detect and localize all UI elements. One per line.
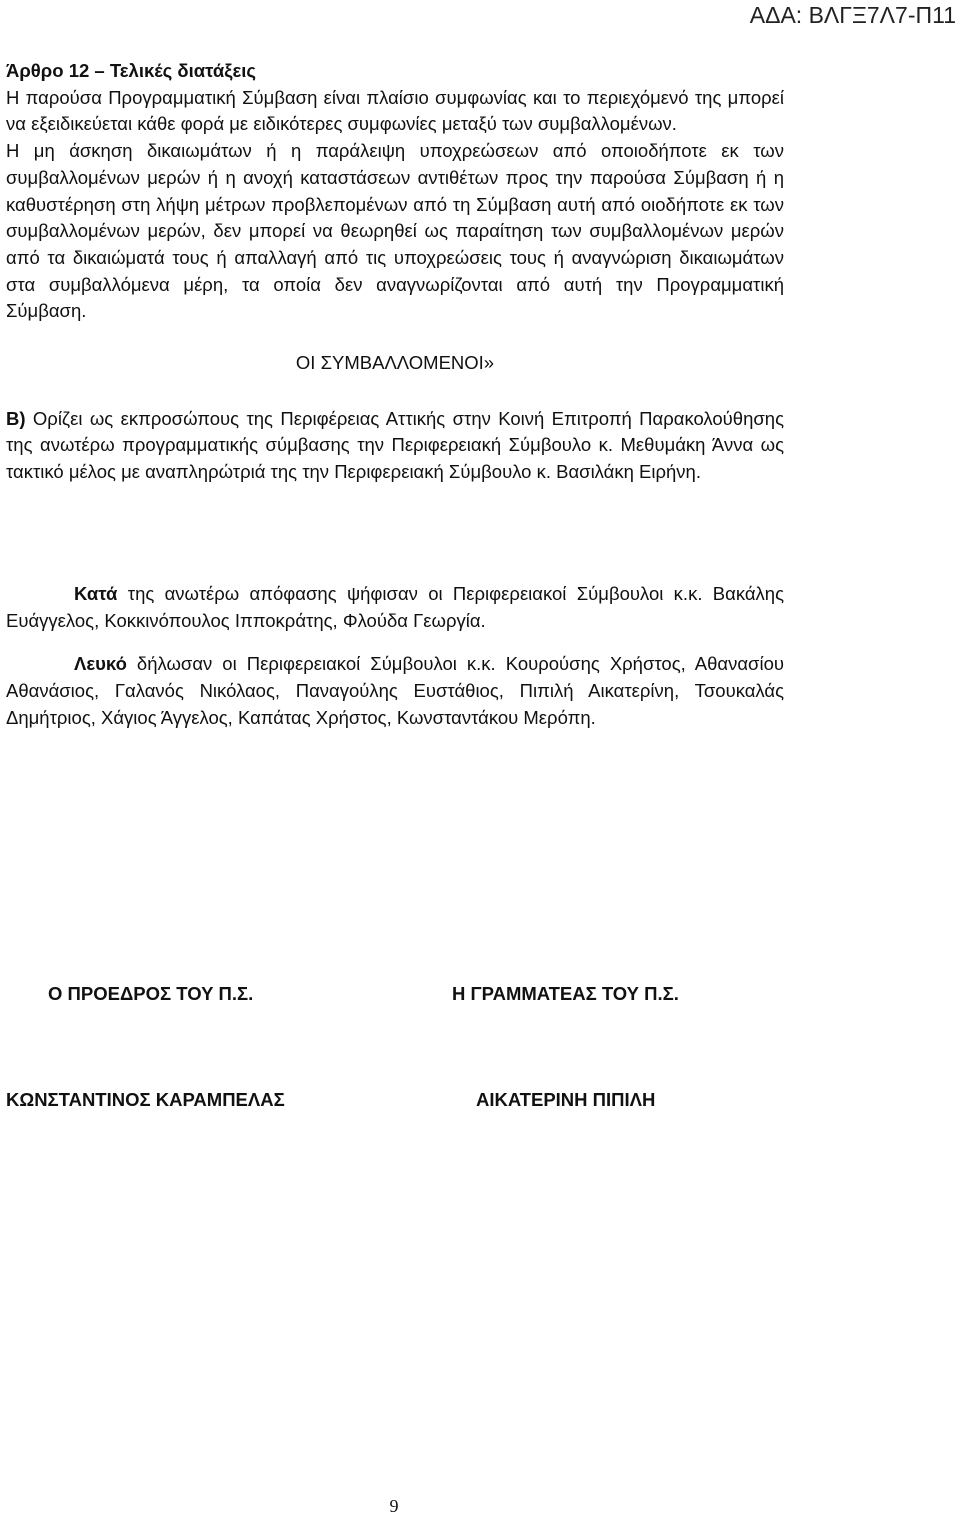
page-number: 9 [389, 1496, 399, 1516]
votes-blank-label: Λευκό [74, 653, 127, 675]
article-paragraph-2: Η μη άσκηση δικαιωμάτων ή η παράλειψη υποχρεώσεων από οποιοδήποτε εκ των συμβαλλομένων μερών ή η ανοχή καταστάσεων αντιθέτων προς την παρούσα Σύμβαση ή η καθυστέρηση στη λήψη μέτρων προβλεπομένων από τη Σύμβαση αυτή από οιοδήποτε εκ των συμβαλλομένων μερών, δεν μπορεί να θεωρηθεί ως παραίτηση των συμβαλλομένων μερών από τα δικαιώματά τους ή απαλλαγή από τις υποχρεώσεις τους ή αναγνώριση δικαιωμάτων στα συμβαλλόμενα μέρη, τα οποία δεν αναγνωρίζονται από αυτή την Προγραμματική Σύμβαση. [6, 140, 784, 322]
president-name: ΚΩΝΣΤΑΝΤΙΝΟΣ ΚΑΡΑΜΠΕΛΑΣ [6, 1089, 285, 1110]
votes-blank-text: δήλωσαν οι Περιφερειακοί Σύμβουλοι κ.κ. Κουρούσης Χρήστος, Αθανασίου Αθανάσιος, Γαλανός Νικόλαος, Παναγούλης Ευστάθιος, Πιπιλή Αικατερίνη, Τσουκαλάς Δημήτριος, Χάγιος Άγγελος, Καπάτας Χρήστος, Κωνσταντάκου Μερόπη. [6, 653, 784, 728]
article-paragraph-1: Η παρούσα Προγραμματική Σύμβαση είναι πλαίσιο συμφωνίας και το περιεχόμενό της μπορεί να εξειδικεύεται κάθε φορά με ειδικότερες συμφωνίες μεταξύ των συμβαλλομένων. [6, 86, 784, 135]
decision-b-label: Β) [6, 407, 26, 429]
votes-blank-paragraph [6, 651, 784, 731]
president-title: Ο ΠΡΟΕΔΡΟΣ ΤΟΥ Π.Σ. [48, 983, 254, 1004]
document-body [6, 58, 784, 731]
decision-b-text: Ορίζει ως εκπροσώπους της Περιφέρειας Αττικής στην Κοινή Επιτροπή Παρακολούθησης της ανωτέρω προγραμματικής σύμβασης την Περιφερειακή Σύμβουλο κ. Μεθυμάκη Άννα ως τακτικό μέλος με αναπληρώτριά της την Περιφερειακή Σύμβουλο κ. Βασιλάκη Ειρήνη. [6, 407, 784, 483]
secretary-title: Η ΓΡΑΜΜΑΤΕΑΣ ΤΟΥ Π.Σ. [452, 983, 679, 1004]
article-title: Άρθρο 12 – Τελικές διατάξεις [6, 60, 257, 81]
contracting-parties-line: ΟΙ ΣΥΜΒΑΛΛΟΜΕΝΟΙ» [295, 352, 495, 374]
votes-against-text: της ανωτέρω απόφασης ψήφισαν οι Περιφερειακοί Σύμβουλοι κ.κ. Βακάλης Ευάγγελος, Κοκκινόπουλος Ιπποκράτης, Φλούδα Γεωργία. [6, 582, 784, 631]
decision-b-paragraph [6, 406, 784, 486]
secretary-name: ΑΙΚΑΤΕΡΙΝΗ ΠΙΠΙΛΗ [476, 1089, 656, 1110]
votes-against-label: Κατά [74, 582, 118, 604]
votes-against-paragraph [6, 581, 784, 634]
ada-code: ΑΔΑ: ΒΛΓΞ7Λ7-Π11 [749, 2, 956, 28]
